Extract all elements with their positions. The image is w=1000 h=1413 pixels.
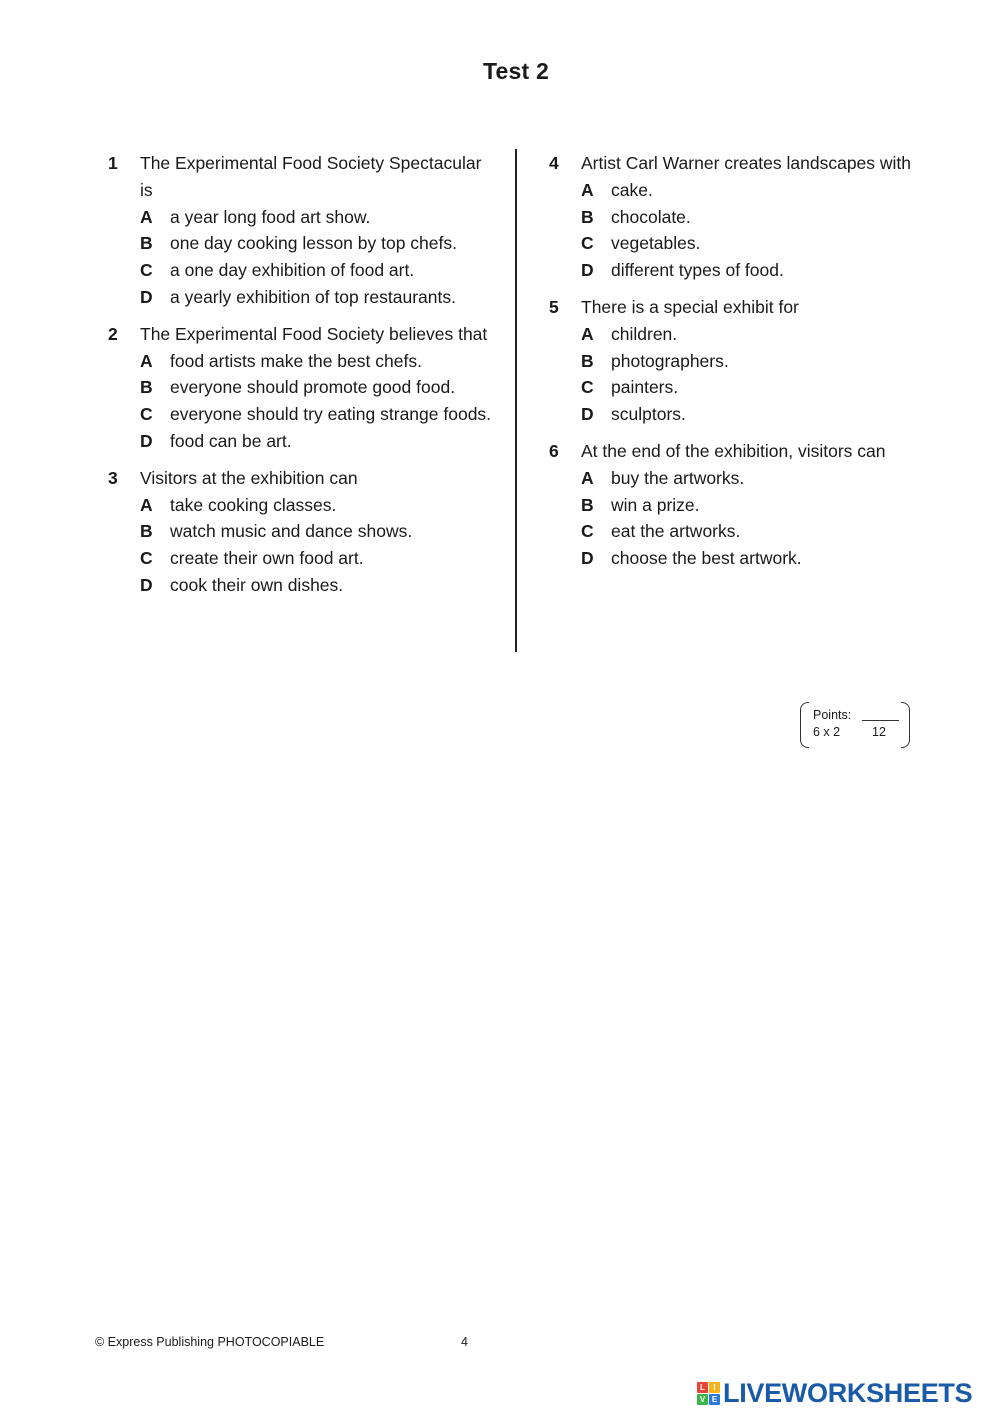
option-text: everyone should promote good food.: [170, 377, 456, 398]
option-text: painters.: [611, 377, 679, 398]
option-d[interactable]: [549, 401, 949, 428]
option-letter: D: [140, 286, 153, 307]
logo-tile: E: [709, 1394, 720, 1405]
brand-name: LIVEWORKSHEETS: [723, 1377, 973, 1408]
question-text: Visitors at the exhibition can: [140, 467, 358, 488]
question-number: 1: [108, 153, 118, 173]
option-text: food artists make the best chefs.: [170, 350, 422, 371]
option-a[interactable]: [549, 321, 949, 348]
questions-right-column: [549, 150, 949, 582]
option-letter: B: [140, 233, 153, 254]
option-letter: D: [140, 574, 153, 595]
option-letter: C: [140, 404, 153, 425]
right-bracket: [901, 702, 910, 748]
option-text: create their own food art.: [170, 548, 364, 569]
option-text: a yearly exhibition of top restaurants.: [170, 286, 456, 307]
question-number: 5: [549, 296, 559, 317]
score-blank-line[interactable]: [862, 720, 899, 721]
question-text: At the end of the exhibition, visitors can: [581, 440, 886, 461]
option-a[interactable]: [108, 204, 493, 231]
option-text: a year long food art show.: [170, 206, 371, 227]
question-3: [108, 465, 493, 599]
option-c[interactable]: [108, 545, 493, 572]
logo-tile: I: [709, 1382, 720, 1393]
option-c[interactable]: [108, 401, 493, 428]
option-text: eat the artworks.: [611, 521, 741, 542]
question-text: There is a special exhibit for: [581, 296, 799, 317]
points-total: 12: [872, 725, 886, 739]
option-text: food can be art.: [170, 430, 292, 451]
option-text: buy the artworks.: [611, 467, 745, 488]
left-bracket: [800, 702, 809, 748]
option-text: a one day exhibition of food art.: [170, 260, 415, 281]
option-c[interactable]: [108, 257, 493, 284]
option-b[interactable]: [108, 230, 493, 257]
option-b[interactable]: [549, 492, 949, 519]
option-letter: D: [581, 260, 594, 281]
option-letter: B: [581, 494, 594, 515]
option-letter: B: [581, 350, 594, 371]
option-letter: A: [140, 206, 153, 227]
option-d[interactable]: [108, 284, 493, 311]
points-multiplier: 6 x 2: [813, 725, 841, 739]
option-d[interactable]: [108, 428, 493, 455]
option-text: cake.: [611, 179, 653, 200]
option-letter: A: [581, 179, 594, 200]
option-text: watch music and dance shows.: [170, 521, 413, 542]
option-text: cook their own dishes.: [170, 574, 344, 595]
option-a[interactable]: [549, 465, 949, 492]
option-letter: C: [140, 548, 153, 569]
question-number: 2: [108, 323, 118, 344]
option-letter: D: [581, 548, 594, 569]
question-5: [549, 294, 949, 428]
question-2: [108, 321, 493, 455]
option-text: one day cooking lesson by top chefs.: [170, 233, 457, 254]
column-divider: [515, 149, 517, 652]
option-b[interactable]: [108, 374, 493, 401]
option-letter: A: [581, 323, 594, 344]
logo-tile: V: [697, 1394, 708, 1405]
footer-copyright: © Express Publishing PHOTOCOPIABLE: [95, 1335, 325, 1349]
question-1: [108, 150, 493, 311]
option-text: different types of food.: [611, 260, 784, 281]
option-text: win a prize.: [611, 494, 700, 515]
option-letter: B: [140, 377, 153, 398]
option-text: sculptors.: [611, 404, 686, 425]
option-letter: C: [581, 377, 594, 398]
option-d[interactable]: [108, 572, 493, 599]
option-text: chocolate.: [611, 206, 691, 227]
option-b[interactable]: [108, 518, 493, 545]
question-6: [549, 438, 949, 572]
points-label: Points:: [813, 708, 852, 722]
question-number: 3: [108, 467, 118, 488]
option-text: photographers.: [611, 350, 729, 371]
option-d[interactable]: [549, 257, 949, 284]
option-a[interactable]: [549, 177, 949, 204]
question-4: [549, 150, 949, 284]
logo-tile: L: [697, 1382, 708, 1393]
option-text: everyone should try eating strange foods.: [170, 404, 492, 425]
option-text: children.: [611, 323, 678, 344]
option-letter: C: [581, 521, 594, 542]
option-letter: A: [140, 494, 153, 515]
option-text: take cooking classes.: [170, 494, 337, 515]
option-letter: A: [581, 467, 594, 488]
option-letter: B: [581, 206, 594, 227]
option-letter: D: [581, 404, 594, 425]
option-d[interactable]: [549, 545, 949, 572]
question-text: The Experimental Food Society believes that: [140, 323, 488, 344]
logo-mark-icon: [697, 1382, 720, 1405]
liveworksheets-logo[interactable]: [697, 1377, 972, 1409]
question-number: 4: [549, 153, 559, 173]
option-letter: C: [581, 233, 594, 254]
option-letter: B: [140, 521, 153, 542]
question-text: The Experimental Food Society Spectacular is: [140, 153, 482, 200]
option-letter: C: [140, 260, 153, 281]
option-c[interactable]: [549, 374, 949, 401]
option-a[interactable]: [108, 492, 493, 519]
option-letter: D: [140, 430, 153, 451]
option-letter: A: [140, 350, 153, 371]
option-a[interactable]: [108, 348, 493, 375]
option-c[interactable]: [549, 230, 949, 257]
question-text: Artist Carl Warner creates landscapes with: [581, 153, 912, 173]
page-title: Test 2: [483, 58, 549, 84]
option-b[interactable]: [549, 348, 949, 375]
footer-page-number: 4: [461, 1335, 468, 1349]
option-c[interactable]: [549, 518, 949, 545]
option-text: vegetables.: [611, 233, 701, 254]
option-text: choose the best artwork.: [611, 548, 802, 569]
points-box: [800, 702, 910, 748]
questions-left-column: [108, 150, 493, 609]
option-b[interactable]: [549, 204, 949, 231]
question-number: 6: [549, 440, 559, 461]
